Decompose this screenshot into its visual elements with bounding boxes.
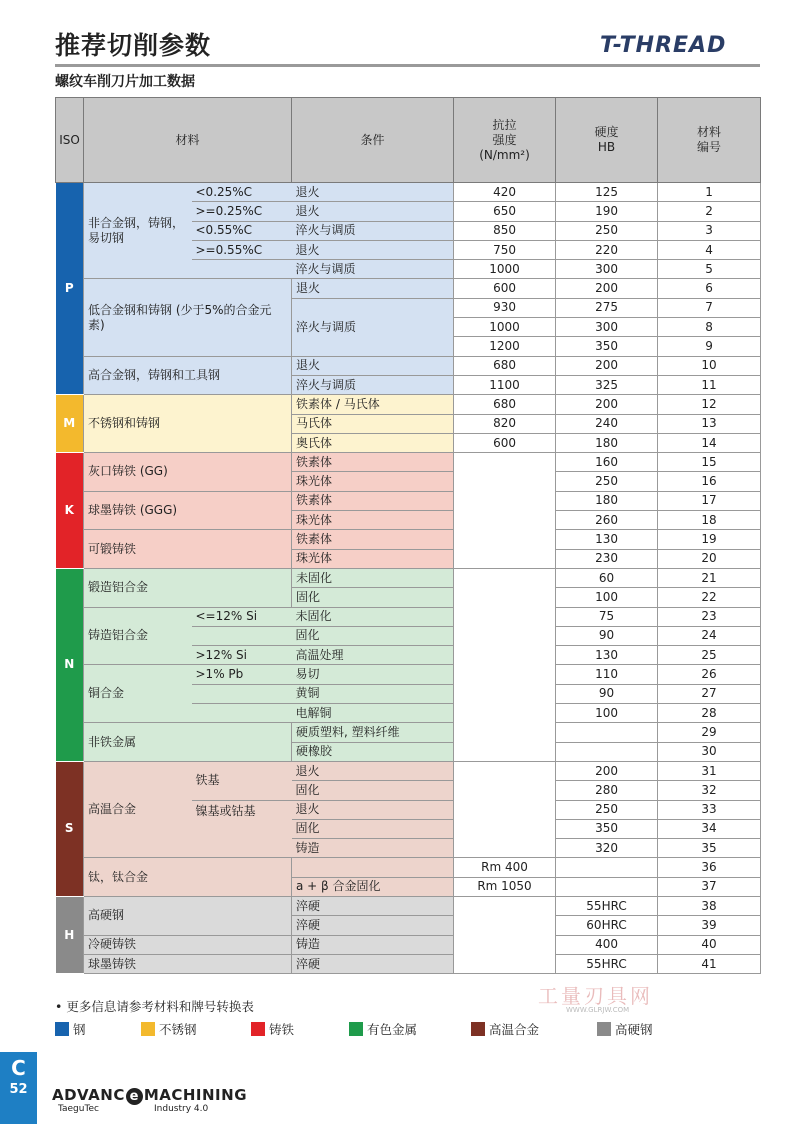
hardness-cell: 180 [556,433,658,452]
legend-label: 高温合金 [489,1022,540,1037]
page-number: 52 [9,1082,28,1097]
number-cell: 37 [658,877,761,896]
tensile-cell: 850 [454,221,556,240]
number-cell: 27 [658,684,761,703]
legend-label: 铸铁 [269,1022,295,1037]
material-cell: 冷硬铸铁 [84,935,292,954]
number-cell: 26 [658,665,761,684]
number-cell: 30 [658,742,761,761]
header-tensile-l3: (N/mm²) [479,147,530,162]
condition-cell: 退火 [292,356,454,375]
number-cell: 28 [658,704,761,723]
tensile-cell: 420 [454,183,556,202]
number-cell: 7 [658,298,761,317]
number-cell: 9 [658,337,761,356]
hardness-cell: 240 [556,414,658,433]
tensile-cell: Rm 400 [454,858,556,877]
condition-cell: 珠光体 [292,511,454,530]
iso-badge-m: M [56,395,84,453]
logo-e-icon: e [126,1088,143,1105]
hardness-cell: 250 [556,800,658,819]
hardness-cell: 55HRC [556,896,658,915]
condition-cell: 未固化 [292,568,454,587]
material-cell: 不锈钢和铸钢 [84,395,292,453]
tensile-cell: 1000 [454,318,556,337]
number-cell: 13 [658,414,761,433]
condition-cell: 淬硬 [292,896,454,915]
header-tensile-l2: 强度 [492,132,517,147]
material-cell: 球墨铸铁 (GGG) [84,491,292,530]
sub-cell: <0.55%C [192,221,292,240]
hardness-cell: 350 [556,819,658,838]
table-row [56,395,761,414]
tensile-cell: 750 [454,240,556,259]
number-cell: 21 [658,568,761,587]
condition-cell: 淬火与调质 [292,375,454,394]
number-cell: 8 [658,318,761,337]
number-cell: 25 [658,646,761,665]
section-letter: C [11,1056,26,1080]
table-row [56,723,761,742]
watermark-url: WWW.GLRJW.COM [566,1006,630,1014]
header-material-number [658,98,761,183]
number-cell: 41 [658,954,761,973]
condition-cell: 高温处理 [292,646,454,665]
number-cell: 3 [658,221,761,240]
sub-cell [192,684,292,703]
material-cell: 球墨铸铁 [84,954,292,973]
header-matno-l1: 材料 [697,125,722,139]
material-cell: 灰口铸铁 (GG) [84,453,292,492]
number-cell: 12 [658,395,761,414]
number-cell: 33 [658,800,761,819]
condition-cell: 易切 [292,665,454,684]
hardness-cell: 320 [556,839,658,858]
header-row [56,98,761,183]
legend-swatch [349,1022,363,1036]
number-cell: 22 [658,588,761,607]
number-cell: 11 [658,375,761,394]
tensile-cell [454,896,556,973]
hardness-cell: 200 [556,356,658,375]
sub-cell: >=0.55%C [192,240,292,259]
condition-cell: 硬橡胶 [292,742,454,761]
material-cell: 高温合金 [84,761,192,857]
number-cell: 29 [658,723,761,742]
hardness-cell [556,858,658,877]
condition-cell: 铁素体 / 马氏体 [292,395,454,414]
condition-cell: 退火 [292,279,454,298]
condition-cell: 未固化 [292,607,454,626]
material-cell: 高合金钢，铸钢和工具钢 [84,356,292,395]
iso-badge-h: H [56,896,84,973]
header-material: 材料 [84,98,292,183]
condition-cell: 铸造 [292,935,454,954]
legend-label: 有色金属 [367,1022,418,1037]
tensile-cell: 600 [454,433,556,452]
legend [55,1020,653,1038]
condition-cell: 固化 [292,588,454,607]
hardness-cell [556,877,658,896]
number-cell: 15 [658,453,761,472]
legend-item-nonferrous [349,1020,471,1038]
number-cell: 31 [658,761,761,780]
table-row [56,761,761,780]
sub-cell [192,260,292,279]
number-cell: 39 [658,916,761,935]
condition-cell [292,858,454,877]
condition-cell: 铁素体 [292,453,454,472]
condition-cell: 退火 [292,800,454,819]
material-cell: 铜合金 [84,665,192,723]
header-iso: ISO [56,98,84,183]
tensile-cell: 820 [454,414,556,433]
legend-item-hardened [597,1020,653,1038]
number-cell: 1 [658,183,761,202]
number-cell: 38 [658,896,761,915]
condition-cell: 固化 [292,781,454,800]
header-hardness-l1: 硬度 [594,125,619,139]
tensile-cell: 650 [454,202,556,221]
condition-cell: 退火 [292,761,454,780]
number-cell: 35 [658,839,761,858]
condition-cell: 淬火与调质 [292,298,454,356]
logo-text-right: MACHINING [143,1086,248,1104]
hardness-cell: 125 [556,183,658,202]
condition-cell: 淬火与调质 [292,221,454,240]
header-tensile [454,98,556,183]
table-row [56,858,761,877]
sub-cell: 镍基或钴基 [192,800,292,858]
material-cell: 钛，钛合金 [84,858,292,897]
number-cell: 6 [658,279,761,298]
subtitle: 螺纹车削刀片加工数据 [55,74,195,90]
table-row [56,356,761,375]
cutting-parameter-table [55,97,761,974]
iso-badge-k: K [56,453,84,569]
iso-badge-n: N [56,568,84,761]
hardness-cell [556,742,658,761]
logo-sub-taegutec: TaeguTec [58,1104,99,1114]
condition-cell: 淬硬 [292,916,454,935]
table-row [56,279,761,298]
hardness-cell: 300 [556,318,658,337]
sub-cell: >1% Pb [192,665,292,684]
condition-cell: 固化 [292,819,454,838]
legend-label: 高硬钢 [615,1022,653,1037]
table-row [56,530,761,549]
hardness-cell: 130 [556,646,658,665]
number-cell: 17 [658,491,761,510]
sub-cell: >=0.25%C [192,202,292,221]
hardness-cell: 55HRC [556,954,658,973]
condition-cell: 铁素体 [292,530,454,549]
condition-cell: 硬质塑料, 塑料纤维 [292,723,454,742]
title-rule [55,64,760,67]
sub-cell: <0.25%C [192,183,292,202]
table-row [56,665,761,684]
logo-sub-industry: Industry 4.0 [154,1104,209,1114]
hardness-cell: 300 [556,260,658,279]
legend-swatch [597,1022,611,1036]
legend-item-steel [55,1020,141,1038]
tensile-cell [454,568,556,761]
condition-cell: 退火 [292,240,454,259]
hardness-cell [556,723,658,742]
table-row [56,453,761,472]
tensile-cell: 600 [454,279,556,298]
hardness-cell: 60HRC [556,916,658,935]
hardness-cell: 90 [556,626,658,645]
sub-cell: <=12% Si [192,607,292,626]
hardness-cell: 130 [556,530,658,549]
number-cell: 40 [658,935,761,954]
legend-label: 不锈钢 [159,1022,197,1037]
hardness-cell: 230 [556,549,658,568]
number-cell: 32 [658,781,761,800]
tensile-cell: 1100 [454,375,556,394]
condition-cell: 铸造 [292,839,454,858]
hardness-cell: 75 [556,607,658,626]
hardness-cell: 100 [556,704,658,723]
table-row [56,491,761,510]
sub-cell [192,626,292,645]
tensile-cell: 1200 [454,337,556,356]
number-cell: 36 [658,858,761,877]
header-matno-l2: 编号 [697,140,722,154]
number-cell: 20 [658,549,761,568]
material-cell: 非铁金属 [84,723,292,762]
watermark: 工量刃具网 [538,984,653,1008]
condition-cell: 淬硬 [292,954,454,973]
number-cell: 23 [658,607,761,626]
condition-cell: 马氏体 [292,414,454,433]
iso-badge-s: S [56,761,84,896]
table-row [56,935,761,954]
header-condition: 条件 [292,98,454,183]
number-cell: 18 [658,511,761,530]
condition-cell: 固化 [292,626,454,645]
hardness-cell: 110 [556,665,658,684]
hardness-cell: 200 [556,279,658,298]
tensile-cell [454,761,556,857]
table-row [56,568,761,587]
condition-cell: 珠光体 [292,472,454,491]
hardness-cell: 250 [556,472,658,491]
number-cell: 16 [658,472,761,491]
number-cell: 10 [658,356,761,375]
footnote: • 更多信息请参考材料和牌号转换表 [55,999,254,1014]
hardness-cell: 350 [556,337,658,356]
number-cell: 2 [658,202,761,221]
material-cell: 高硬钢 [84,896,292,935]
sub-cell: 铁基 [192,761,292,800]
tensile-cell: 930 [454,298,556,317]
sub-cell [192,704,292,723]
condition-cell: a + β 合金固化 [292,877,454,896]
number-cell: 34 [658,819,761,838]
number-cell: 14 [658,433,761,452]
condition-cell: 铁素体 [292,491,454,510]
condition-cell: 淬火与调质 [292,260,454,279]
number-cell: 24 [658,626,761,645]
legend-item-stainless [141,1020,251,1038]
material-cell: 非合金钢，铸钢，易切钢 [84,183,192,279]
hardness-cell: 90 [556,684,658,703]
legend-swatch [55,1022,69,1036]
number-cell: 19 [658,530,761,549]
material-cell: 可锻铸铁 [84,530,292,569]
header-hardness-l2: HB [597,140,616,154]
legend-item-cast-iron [251,1020,349,1038]
hardness-cell: 100 [556,588,658,607]
tensile-cell: Rm 1050 [454,877,556,896]
hardness-cell: 190 [556,202,658,221]
hardness-cell: 60 [556,568,658,587]
logo-text-left: ADVANC [52,1086,125,1104]
tensile-cell [454,453,556,569]
legend-swatch [471,1022,485,1036]
table-row [56,183,761,202]
hardness-cell: 220 [556,240,658,259]
condition-cell: 珠光体 [292,549,454,568]
hardness-cell: 280 [556,781,658,800]
hardness-cell: 275 [556,298,658,317]
tensile-cell: 1000 [454,260,556,279]
condition-cell: 电解铜 [292,704,454,723]
iso-badge-p: P [56,183,84,395]
advance-machining-logo [52,1086,247,1105]
hardness-cell: 250 [556,221,658,240]
table-row [56,896,761,915]
legend-swatch [141,1022,155,1036]
hardness-cell: 160 [556,453,658,472]
table-row [56,954,761,973]
legend-swatch [251,1022,265,1036]
tensile-cell: 680 [454,395,556,414]
hardness-cell: 325 [556,375,658,394]
legend-label: 钢 [73,1022,86,1037]
hardness-cell: 200 [556,395,658,414]
brand-logo: T-THREAD [600,33,727,58]
hardness-cell: 260 [556,511,658,530]
condition-cell: 退火 [292,183,454,202]
hardness-cell: 400 [556,935,658,954]
number-cell: 5 [658,260,761,279]
material-cell: 铸造铝合金 [84,607,192,665]
table-row [56,607,761,626]
condition-cell: 黄铜 [292,684,454,703]
condition-cell: 退火 [292,202,454,221]
section-tab [0,1052,37,1124]
material-cell: 锻造铝合金 [84,568,292,607]
hardness-cell: 180 [556,491,658,510]
material-cell: 低合金钢和铸钢 (少于5%的合金元素) [84,279,292,356]
condition-cell: 奥氏体 [292,433,454,452]
header-hardness [556,98,658,183]
tensile-cell: 680 [454,356,556,375]
number-cell: 4 [658,240,761,259]
sub-cell: >12% Si [192,646,292,665]
hardness-cell: 200 [556,761,658,780]
page-title: 推荐切削参数 [55,31,212,60]
legend-item-superalloy [471,1020,597,1038]
header-tensile-l1: 抗拉 [492,117,517,132]
